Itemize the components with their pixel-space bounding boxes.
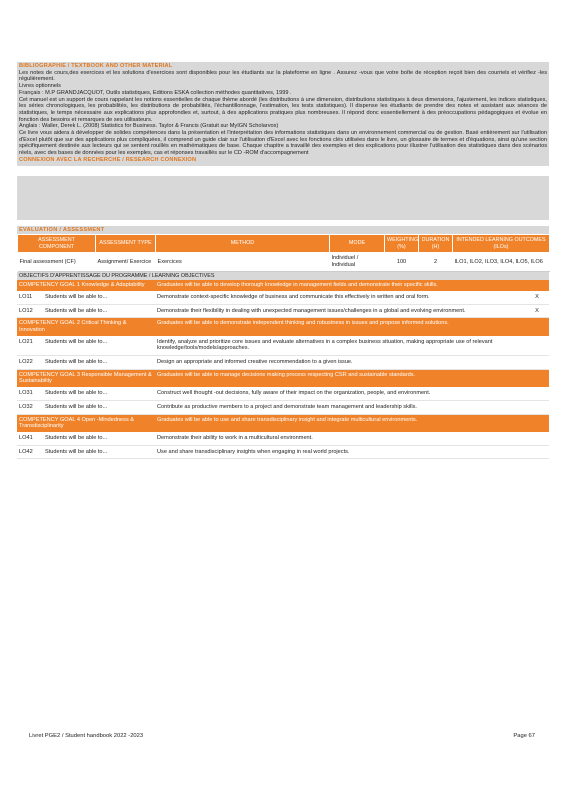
competency-goal-row bbox=[17, 369, 549, 387]
learning-outcome-mark bbox=[525, 400, 549, 414]
learning-outcome-mark bbox=[525, 356, 549, 370]
learning-outcome-row bbox=[17, 336, 549, 356]
assessment-method: Exercices bbox=[156, 253, 330, 271]
learning-outcome-code: LO31 bbox=[17, 387, 43, 400]
footer-handbook: Livret PGE2 / Student handbook 2022 -2023 bbox=[29, 733, 144, 739]
english-reference: Anglais : Waller, Derek L. (2008) Statistics for Business. Taylor & Francis (Gratuit sur MyIGN Scholarvox) bbox=[19, 123, 279, 130]
learning-outcome-code: LO42 bbox=[17, 445, 43, 459]
learning-outcome-subject: Students will be able to... bbox=[43, 432, 155, 445]
learning-outcome-mark bbox=[525, 387, 549, 400]
learning-outcome-subject: Students will be able to... bbox=[43, 304, 155, 318]
evaluation-title: EVALUATION / ASSESSMENT bbox=[17, 226, 549, 235]
header-duration: DURATION (H) bbox=[419, 235, 453, 253]
learning-outcome-text: Demonstrate their flexibility in dealing with unexpected management issues/challenges in a global and evolving environment. bbox=[155, 304, 525, 318]
assessment-type: Assignment/ Exercice bbox=[96, 253, 156, 271]
competency-goal-row bbox=[17, 318, 549, 336]
competency-goal-description: Graduates will be able to manage decisions making process respecting CSR and sustainable standards. bbox=[157, 371, 416, 378]
learning-outcome-text: Design an appropriate and informed creative recommendation to a given issue. bbox=[155, 356, 525, 370]
english-reference-description: Ce livre vous aidera à développer de solides compétences dans la présentation et l'interprétation des informations statistiques dans un environnement commercial ou de gestion. Basé entièrement sur l'utilisation d'Excel plutôt que sur des applications plus compliquées, il comprend un guide clair sur l'utilisation d'Excel avec les fonctions clés utilisées dans le livre, un glossaire de termes et d'équations, ainsi qu'une section spécifiquement destinée aux lecteurs qui se sentent rouillés en mathématiques de base. Chaque chapitre a travaillé des exemples et des explications pour illustrer l'utilisation des statistiques dans des scénarios réels, avec des bases de données pour les exemples, cas et réponses travaillés sur le CD -ROM d'accompagnement bbox=[19, 130, 547, 157]
learning-outcome-row bbox=[17, 356, 549, 370]
learning-outcome-subject: Students will be able to... bbox=[43, 400, 155, 414]
competency-goal-description: Graduates will be able to develop thorough knowledge in management fields and demonstrate their specific skills. bbox=[157, 282, 438, 289]
learning-outcome-row bbox=[17, 445, 549, 459]
competency-goal-label: COMPETENCY GOAL 2 Critical Thinking & Innovation bbox=[19, 320, 127, 333]
header-mode: MODE bbox=[330, 235, 385, 253]
competency-goal-label: COMPETENCY GOAL 1 Knowledge & Adaptability bbox=[19, 282, 145, 289]
document-page bbox=[17, 62, 549, 459]
assessment-duration: 2 bbox=[419, 253, 453, 271]
header-component: ASSESSMENT COMPONENT bbox=[18, 235, 96, 253]
learning-outcome-subject: Students will be able to... bbox=[43, 336, 155, 356]
optional-books-label: Livres optionnels bbox=[19, 83, 61, 90]
footer-page-number: Page 67 bbox=[513, 733, 535, 739]
competency-goal-label: COMPETENCY GOAL 4 Open -Mindedness & Transdisciplinarity bbox=[19, 416, 135, 430]
learning-outcome-code: LO22 bbox=[17, 356, 43, 370]
learning-outcome-subject: Students will be able to... bbox=[43, 445, 155, 459]
learning-outcome-code: LO41 bbox=[17, 432, 43, 445]
learning-outcome-subject: Students will be able to... bbox=[43, 356, 155, 370]
competency-goal-description: Graduates will be able to use and share transdisciplinary insight and integrate multicultural environments. bbox=[157, 416, 418, 423]
learning-outcome-text: Demonstrate context-specific knowledge of business and communicate this effectively in written and oral form. bbox=[155, 291, 525, 304]
competency-goal-label: COMPETENCY GOAL 3 Responsible Management & Sustainability bbox=[19, 371, 152, 385]
assessment-component: Final assessment (CF) bbox=[18, 253, 96, 271]
header-type: ASSESSMENT TYPE bbox=[96, 235, 156, 253]
research-connexion-box bbox=[17, 176, 549, 220]
competency-goal-description: Graduates will be able to demonstrate independent thinking and robustness in issues and propose informed solutions. bbox=[157, 320, 449, 327]
bibliography-heading: BIBLIOGRAPHIE / TEXTBOOK AND OTHER MATERIAL bbox=[19, 63, 173, 69]
learning-outcome-text: Construct well thought -out decisions, fully aware of their impact on the organization, people, and environment. bbox=[155, 387, 525, 400]
assessment-mode: Individuel / Individual bbox=[330, 253, 385, 271]
learning-outcome-subject: Students will be able to... bbox=[43, 387, 155, 400]
learning-outcome-row bbox=[17, 432, 549, 445]
learning-outcome-text: Demonstrate their ability to work in a multicultural environment. bbox=[155, 432, 525, 445]
bibliography-intro: Les notes de cours,des exercices et les solutions d'exercices sont disponibles pour les étudiants sur la plateforme en ligne . Assurez -vous que votre boîte de réception reçoit bien des courriels et vérifiez -les régulièrement. bbox=[19, 69, 547, 83]
learning-outcome-mark bbox=[525, 336, 549, 356]
learning-outcome-mark: X bbox=[525, 304, 549, 318]
learning-outcome-row bbox=[17, 304, 549, 318]
assessment-weight: 100 bbox=[385, 253, 419, 271]
learning-objectives-title: OBJECTIFS D'APPRENTISSAGE DU PROGRAMME / LEARNING OBJECTIVES bbox=[17, 272, 549, 280]
learning-outcome-mark: X bbox=[525, 291, 549, 304]
header-ilos: INTENDED LEARNING OUTCOMES (ILOs) bbox=[453, 235, 550, 253]
competency-goal-row bbox=[17, 414, 549, 432]
learning-outcome-mark bbox=[525, 432, 549, 445]
research-connexion-heading: CONNEXION AVEC LA RECHERCHE / RESEARCH CONNEXION bbox=[19, 156, 197, 163]
page-footer bbox=[29, 733, 535, 740]
learning-outcome-code: LO21 bbox=[17, 336, 43, 356]
learning-outcome-mark bbox=[525, 445, 549, 459]
learning-outcome-text: Contribute as productive members to a project and demonstrate team management and leadership skills. bbox=[155, 400, 525, 414]
learning-outcome-code: LO32 bbox=[17, 400, 43, 414]
learning-outcome-row bbox=[17, 387, 549, 400]
learning-outcome-text: Identify, analyze and prioritize core issues and evaluate alternatives in a complex business situation, making appropriate use of relevant knowledge/tools/models/approaches. bbox=[155, 336, 525, 356]
french-reference: Français : M.P GRANDJACQUOT, Outils statistiques, Editions ESKA collection méthodes quantitatives, 1999 . bbox=[19, 89, 292, 96]
learning-outcome-code: LO12 bbox=[17, 304, 43, 318]
competency-goal-row bbox=[17, 280, 549, 291]
assessment-table bbox=[17, 234, 550, 271]
french-reference-description: Cet manuel est un support de cours rappelant les notions essentielles de chaque thème abordé (les distributions à une dimension, distributions statistiques à deux dimensions, l'ajustement, les indices statistiques, les séries chronologiques, les probabilités, les distributions de probabilités, l'échantillonnage, l'estimation, les tests statistiques). Il dispense les étudiants de prendre des notes et assistant aux séances de statistiques, le temps nécessaire aux explications plus approfondies et, surtout, à des applications pratiques plus nombreuses. Il répond donc essentiellement à des préoccupations pédagogiques et évolue en fonction des besoins et remarques de ses utilisateurs. bbox=[19, 96, 547, 123]
header-method: METHOD bbox=[156, 235, 330, 253]
assessment-ilos: ILO1, ILO2, ILO3, ILO4, ILO5, ILO6 bbox=[453, 253, 550, 271]
learning-objectives-table bbox=[17, 280, 549, 459]
learning-outcome-subject: Students will be able to... bbox=[43, 291, 155, 304]
learning-outcome-row bbox=[17, 400, 549, 414]
learning-outcome-code: LO11 bbox=[17, 291, 43, 304]
assessment-row bbox=[18, 253, 550, 271]
header-weighting: WEIGHTING (%) bbox=[385, 235, 419, 253]
learning-outcome-text: Use and share transdisciplinary insights when engaging in real world projects. bbox=[155, 445, 525, 459]
bibliography-section bbox=[17, 62, 549, 166]
assessment-header-row bbox=[18, 235, 550, 253]
learning-outcome-row bbox=[17, 291, 549, 304]
